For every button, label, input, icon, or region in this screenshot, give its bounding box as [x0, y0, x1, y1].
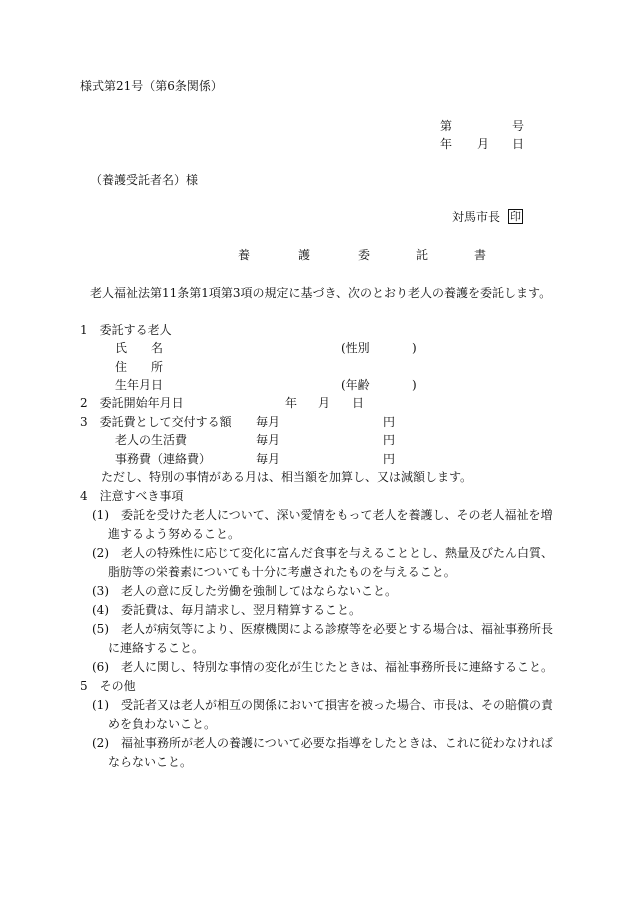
number-suffix: 号	[512, 119, 525, 133]
seal-stamp: 印	[510, 210, 521, 223]
field-address-label: 住 所	[115, 360, 164, 374]
number-prefix: 第	[440, 119, 453, 133]
item-text: 受託者又は老人が相互の関係において損害を被った場合、市長は、その賠償の責	[121, 698, 554, 712]
item-text: 老人の意に反した労働を強制してはならないこと。	[121, 584, 398, 598]
section-4-heading: 4 注意すべき事項	[80, 489, 184, 503]
item-text: 老人の特殊性に応じて変化に富んだ食事を与えることとし、熱量及びたん白質、	[121, 546, 554, 560]
title-char: 書	[474, 248, 487, 262]
fee-office-yen: 円	[383, 452, 396, 466]
field-gender-label: (性別	[341, 341, 370, 355]
age-close-paren: )	[412, 378, 417, 392]
fee-total-monthly: 毎月	[256, 415, 281, 429]
section-2-heading: 2 委託開始年月日	[80, 396, 184, 410]
item-text: 老人に関し、特別な事情の変化が生じたときは、福祉事務所長に連絡すること。	[121, 660, 554, 674]
title-char: 養	[238, 248, 251, 262]
recipient-label: （養護受託者名）	[90, 173, 187, 187]
item-text: 福祉事務所が老人の養護について必要な指導をしたときは、これに従わなければ	[121, 736, 553, 750]
item-number: (1)	[92, 508, 109, 522]
item-text: 委託を受けた老人について、深い愛情をもって老人を養護し、その老人福祉を増	[121, 508, 553, 522]
fee-total-yen: 円	[383, 415, 396, 429]
field-birthdate-label: 生年月日	[115, 378, 164, 392]
item-text-cont: 進するよう努めること。	[108, 527, 241, 541]
field-age-label: (年齢	[341, 378, 370, 392]
section-3-heading: 3 委託費として交付する額	[80, 415, 232, 429]
item-text: 老人が病気等により、医療機関による診療等を必要とする場合は、福祉事務所長	[121, 622, 554, 636]
item-text-cont: 脂肪等の栄養素についても十分に考慮されたものを与えること。	[108, 565, 456, 579]
item-number: (2)	[92, 546, 109, 560]
fee-office-monthly: 毎月	[256, 452, 281, 466]
item-number: (3)	[92, 584, 109, 598]
date-month: 月	[477, 137, 490, 151]
date-year: 年	[440, 137, 453, 151]
item-text-cont: ならないこと。	[108, 755, 193, 769]
title-char: 委	[358, 248, 371, 262]
item-text-cont: めを負わないこと。	[108, 717, 217, 731]
fee-note: ただし、特別の事情がある月は、相当額を加算し、又は減額します。	[101, 470, 473, 484]
item-text-cont: に連絡すること。	[108, 641, 205, 655]
item-number: (6)	[92, 660, 109, 674]
start-year: 年	[285, 396, 298, 410]
fee-living-yen: 円	[383, 433, 396, 447]
document-title	[238, 249, 486, 261]
date-day: 日	[512, 137, 525, 151]
gender-close-paren: )	[412, 341, 417, 355]
fee-living-label: 老人の生活費	[115, 433, 188, 447]
section-1-heading: 1 委託する老人	[80, 323, 172, 337]
start-day: 日	[352, 396, 365, 410]
fee-living-monthly: 毎月	[256, 433, 281, 447]
issuer: 対馬市長	[452, 210, 501, 224]
fee-office-label: 事務費（連絡費）	[115, 452, 212, 466]
recipient-honorific: 様	[186, 173, 199, 187]
item-number: (5)	[92, 622, 109, 636]
field-name-label: 氏 名	[115, 341, 164, 355]
section-5-heading: 5 その他	[80, 679, 136, 693]
start-month: 月	[318, 396, 331, 410]
title-char: 託	[416, 248, 429, 262]
intro-paragraph: 老人福祉法第11条第1項第3項の規定に基づき、次のとおり老人の養護を委託します。	[90, 286, 552, 300]
title-char: 護	[298, 248, 311, 262]
item-number: (4)	[92, 603, 109, 617]
item-text: 委託費は、毎月請求し、翌月精算すること。	[121, 603, 362, 617]
item-number: (2)	[92, 736, 109, 750]
form-id: 様式第21号（第6条関係）	[80, 79, 223, 93]
item-number: (1)	[92, 698, 109, 712]
